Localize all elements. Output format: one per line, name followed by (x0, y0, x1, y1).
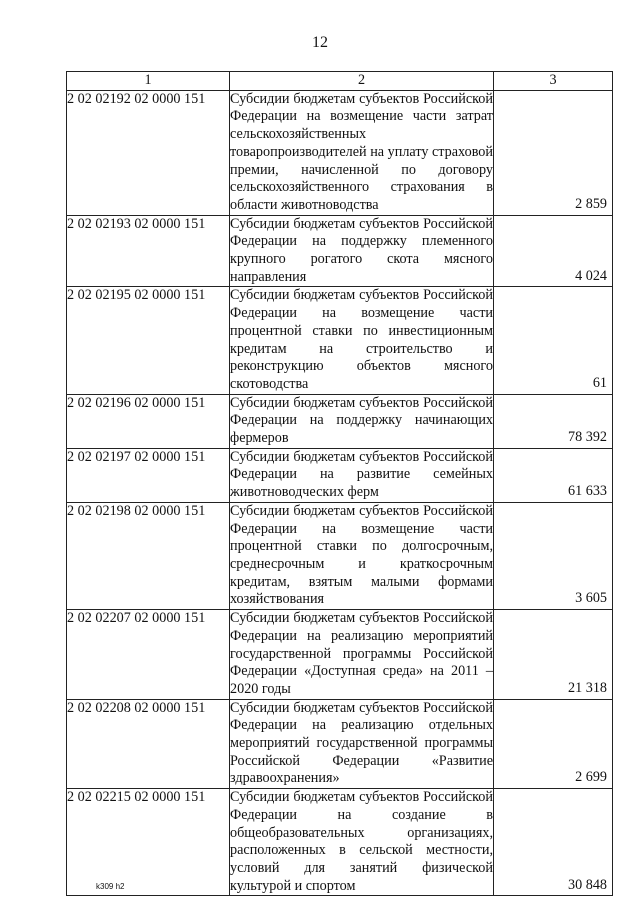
row-code: 2 02 02197 02 0000 151 (67, 448, 230, 502)
row-description: Субсидии бюджетам субъектов Российской Федерации на реализацию отдельных мероприятий государственной программы Российской Федерации «Развитие здравоохранения» (230, 699, 494, 789)
table-row (67, 789, 613, 896)
table-row (67, 287, 613, 394)
row-description: Субсидии бюджетам субъектов Российской Федерации на поддержку племенного крупного рогатого скота мясного направления (230, 215, 494, 287)
row-code: 2 02 02207 02 0000 151 (67, 610, 230, 700)
table-row (67, 502, 613, 609)
row-description: Субсидии бюджетам субъектов Российской Федерации на поддержку начинающих фермеров (230, 394, 494, 448)
page-number: 12 (312, 34, 328, 51)
table-row (67, 699, 613, 789)
budget-table (66, 71, 613, 896)
row-amount: 30 848 (494, 789, 613, 896)
row-amount: 2 859 (494, 90, 613, 215)
row-description: Субсидии бюджетам субъектов Российской Федерации на возмещение части процентной ставки по долгосрочным, среднесрочным и краткосрочным кредитам, взятым малыми формами хозяйствования (230, 502, 494, 609)
row-description: Субсидии бюджетам субъектов Российской Федерации на создание в общеобразовательных организациях, расположенных в сельской местности, условий для занятий физической культурой и спортом (230, 789, 494, 896)
table-header-row (67, 72, 613, 91)
row-code: 2 02 02215 02 0000 151 (67, 789, 230, 896)
row-code: 2 02 02208 02 0000 151 (67, 699, 230, 789)
row-amount: 61 (494, 287, 613, 394)
row-amount: 21 318 (494, 610, 613, 700)
row-amount: 4 024 (494, 215, 613, 287)
table-row (67, 394, 613, 448)
row-amount: 61 633 (494, 448, 613, 502)
table-row (67, 448, 613, 502)
table-row (67, 90, 613, 215)
table-row (67, 215, 613, 287)
table-row (67, 610, 613, 700)
row-description: Субсидии бюджетам субъектов Российской Федерации на развитие семейных животноводческих ферм (230, 448, 494, 502)
row-code: 2 02 02196 02 0000 151 (67, 394, 230, 448)
row-amount: 3 605 (494, 502, 613, 609)
row-code: 2 02 02195 02 0000 151 (67, 287, 230, 394)
row-code: 2 02 02198 02 0000 151 (67, 502, 230, 609)
column-header-3: 3 (494, 72, 613, 91)
document-footer-code: k309 h2 (96, 882, 125, 891)
row-code: 2 02 02193 02 0000 151 (67, 215, 230, 287)
row-description: Субсидии бюджетам субъектов Российской Федерации на возмещение части процентной ставки по инвестиционным кредитам на строительство и реконструкцию объектов мясного скотоводства (230, 287, 494, 394)
row-description: Субсидии бюджетам субъектов Российской Федерации на возмещение части затрат сельскохозяйственных товаропроизводителей на уплату страховой премии, начисленной по договору сельскохозяйственного страхования в области животноводства (230, 90, 494, 215)
row-description: Субсидии бюджетам субъектов Российской Федерации на реализацию мероприятий государственной программы Российской Федерации «Доступная среда» на 2011 – 2020 годы (230, 610, 494, 700)
row-code: 2 02 02192 02 0000 151 (67, 90, 230, 215)
row-amount: 2 699 (494, 699, 613, 789)
column-header-2: 2 (230, 72, 494, 91)
row-amount: 78 392 (494, 394, 613, 448)
column-header-1: 1 (67, 72, 230, 91)
